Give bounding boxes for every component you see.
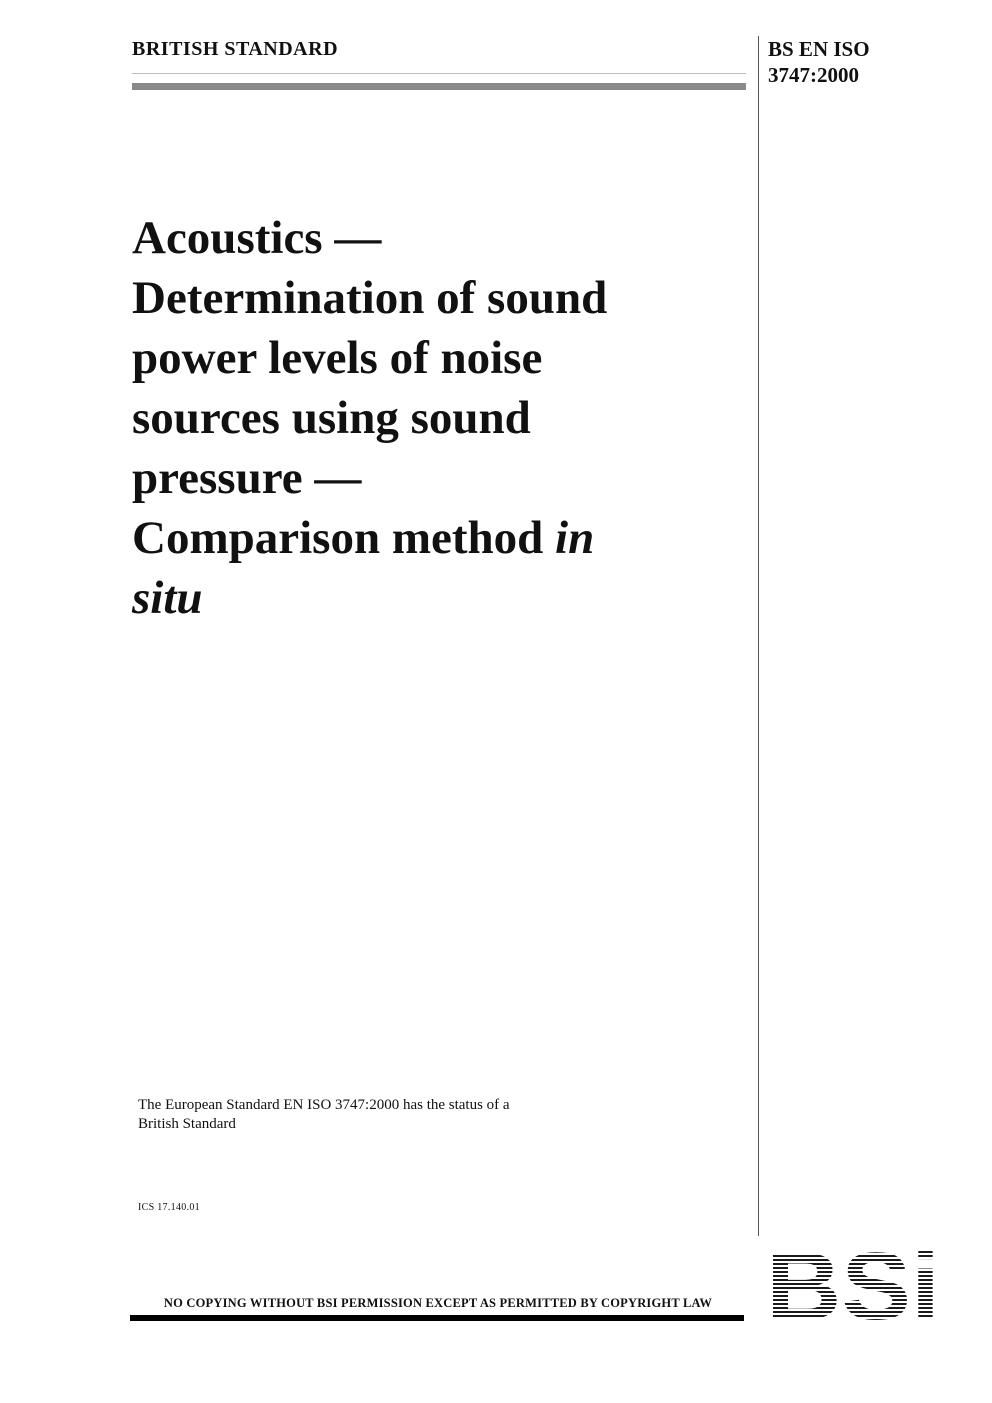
- status-line-1: The European Standard EN ISO 3747:2000 has the status of a: [138, 1097, 510, 1113]
- status-line-2: British Standard: [138, 1116, 236, 1132]
- ics-code: ICS 17.140.01: [138, 1202, 200, 1213]
- header-thin-divider: [132, 73, 746, 74]
- vertical-divider: [758, 36, 759, 1236]
- title-line-2: Determination of sound: [132, 272, 608, 324]
- title-line-3: power levels of noise: [132, 332, 543, 384]
- title-line-6-italic: in: [555, 512, 595, 564]
- bsi-logo-icon: [766, 1243, 942, 1325]
- document-type-label: BRITISH STANDARD: [132, 38, 339, 60]
- title-line-4: sources using sound: [132, 392, 531, 444]
- title-line-5: pressure —: [132, 452, 362, 504]
- standard-number-line1: BS EN ISO: [768, 37, 870, 61]
- title-line-6-text: Comparison method: [132, 512, 556, 564]
- document-title: [132, 208, 732, 628]
- status-statement: [138, 1096, 618, 1134]
- footer-black-divider: [130, 1315, 744, 1321]
- title-line-7-italic: situ: [132, 572, 203, 624]
- standard-number-line2: 3747:2000: [768, 63, 859, 87]
- title-line-1: Acoustics —: [132, 212, 382, 264]
- bsi-logo-text: BSi: [766, 1243, 940, 1325]
- copyright-notice: NO COPYING WITHOUT BSI PERMISSION EXCEPT AS PERMITTED BY COPYRIGHT LAW: [163, 1296, 713, 1310]
- standard-number: [768, 36, 870, 88]
- title-line-6: [132, 508, 732, 568]
- header-grey-divider: [132, 83, 746, 90]
- title-line-7: [132, 568, 732, 628]
